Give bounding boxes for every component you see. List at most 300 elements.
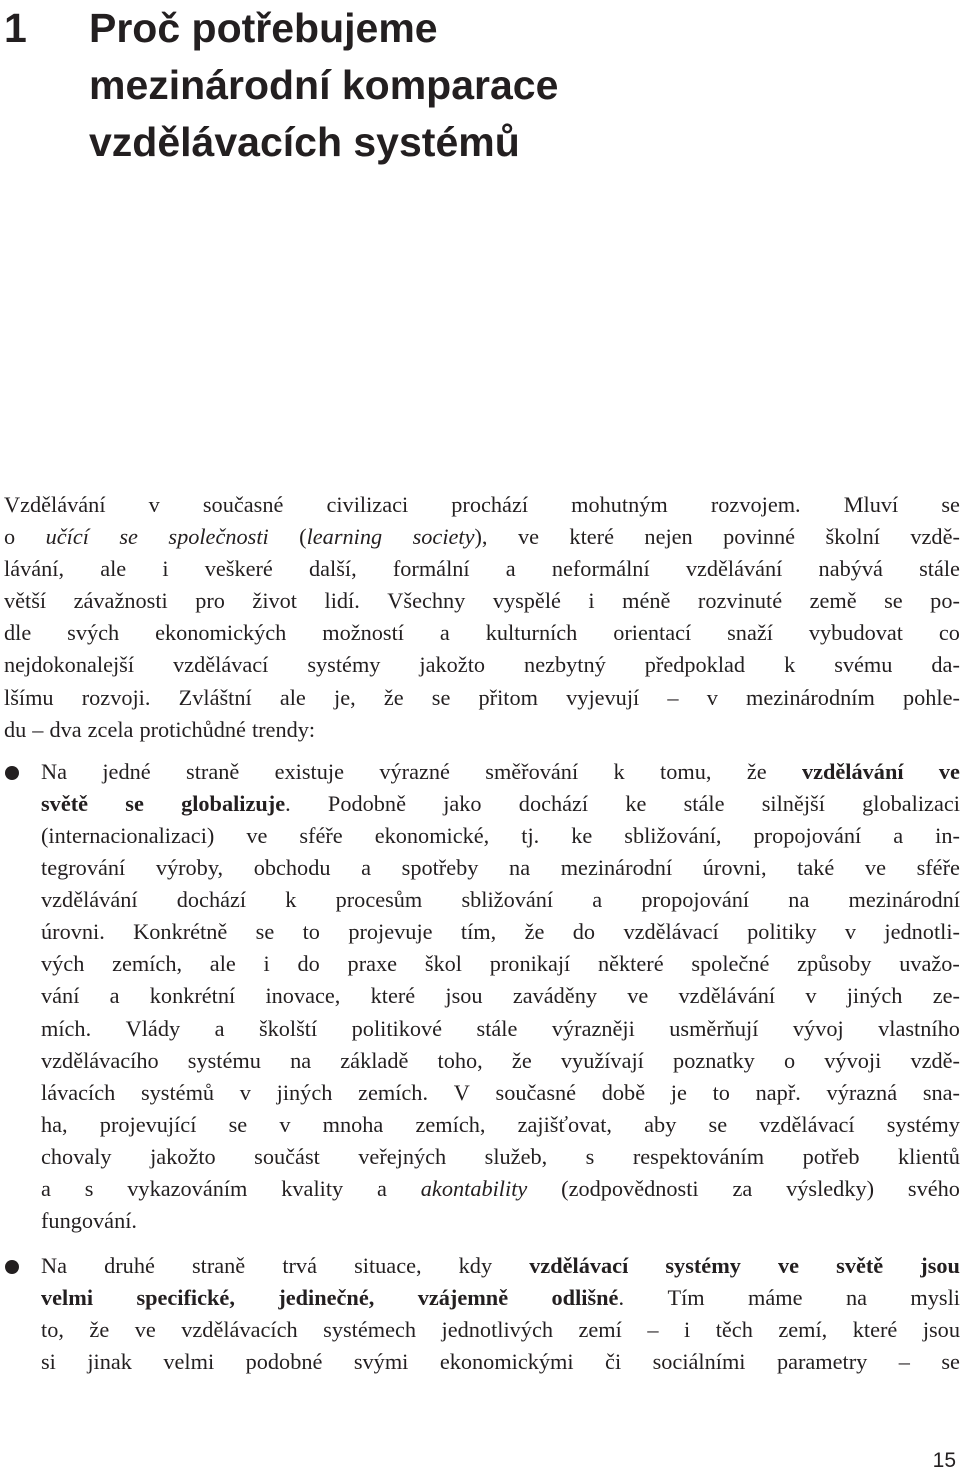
- word: se: [431, 684, 451, 710]
- word: život: [252, 588, 298, 614]
- word: politiky: [747, 919, 817, 945]
- word: zajišťovat,: [517, 1111, 612, 1137]
- text-line: [4, 682, 960, 714]
- word: Na: [41, 1253, 67, 1279]
- word: Vlády: [125, 1015, 181, 1041]
- word: systémech: [323, 1317, 417, 1343]
- word: dochází: [518, 790, 589, 816]
- text-line: [41, 1045, 960, 1077]
- word: i: [588, 588, 595, 614]
- text-line: [41, 788, 960, 820]
- word: klientů: [898, 1143, 960, 1169]
- word: nejen: [644, 524, 693, 550]
- word: a: [109, 983, 120, 1009]
- word: respektováním: [632, 1143, 765, 1169]
- word: vzdělávacího: [41, 1047, 159, 1073]
- word: výroby,: [155, 855, 224, 881]
- word: i: [263, 951, 270, 977]
- word: vybudovat: [808, 620, 903, 646]
- text-line: [41, 948, 960, 980]
- word: mnoha: [322, 1111, 384, 1137]
- text-line: [4, 553, 960, 585]
- word: vyjevují: [566, 684, 640, 710]
- word: lšímu: [4, 684, 54, 710]
- word: a: [893, 822, 904, 848]
- word: se: [125, 790, 144, 816]
- word: je,: [334, 684, 356, 710]
- word: ve: [627, 983, 649, 1009]
- word: jedné: [102, 758, 151, 784]
- word: co: [938, 620, 960, 646]
- word: konkrétní: [149, 983, 236, 1009]
- word: procesům: [335, 887, 423, 913]
- word: stále: [683, 790, 725, 816]
- word: jedinečné,: [278, 1285, 375, 1311]
- word: které: [852, 1317, 898, 1343]
- chapter-title-line: mezinárodní komparace: [89, 62, 559, 108]
- word: ve: [778, 1253, 800, 1279]
- word: society),: [412, 524, 488, 550]
- word: odlišné.: [551, 1285, 625, 1311]
- word: a: [592, 887, 603, 913]
- word: i: [162, 556, 169, 582]
- word: nabývá: [818, 556, 883, 582]
- word: škol: [424, 951, 462, 977]
- word: aby: [644, 1111, 677, 1137]
- word: se: [255, 919, 275, 945]
- text-line: [41, 1205, 960, 1237]
- word: vykazováním: [127, 1175, 248, 1201]
- word: na: [509, 855, 531, 881]
- word: se: [228, 1111, 248, 1137]
- word: propojování: [753, 822, 862, 848]
- word: parametry: [776, 1349, 868, 1375]
- word: současné: [495, 1079, 577, 1105]
- word: Všechny: [387, 588, 466, 614]
- word: ekonomických: [155, 620, 287, 646]
- word: přitom: [478, 684, 538, 710]
- word: také: [797, 855, 835, 881]
- word: lávacích: [41, 1079, 116, 1105]
- text-line: [41, 916, 960, 948]
- word: které: [569, 524, 614, 550]
- word: vzájemně: [417, 1285, 509, 1311]
- word: vzdělávacích: [181, 1317, 298, 1343]
- word: nejdokonalejší: [4, 652, 135, 678]
- word: toho,: [437, 1047, 483, 1073]
- word: k: [613, 758, 625, 784]
- word: že: [524, 919, 545, 945]
- page-number: 15: [932, 1449, 956, 1472]
- word: vzdělávací: [529, 1253, 629, 1279]
- word: systémy: [665, 1253, 741, 1279]
- word: svému: [834, 652, 893, 678]
- word: ekonomickými: [439, 1349, 574, 1375]
- word: silnější: [761, 790, 825, 816]
- word: učící: [45, 524, 89, 550]
- word: svých: [67, 620, 120, 646]
- word: způsoby: [797, 951, 872, 977]
- word: vzdělávání: [41, 887, 138, 913]
- text-line: [4, 585, 960, 617]
- word: tegrování: [41, 855, 126, 881]
- text-line: [4, 649, 960, 681]
- word: veřejných: [358, 1143, 447, 1169]
- word: rozvinuté: [697, 588, 783, 614]
- word: jako: [443, 790, 482, 816]
- word: výsledky): [786, 1175, 875, 1201]
- word: –: [898, 1349, 910, 1375]
- word: větší: [4, 588, 47, 614]
- word: veškeré: [204, 556, 273, 582]
- word: straně: [186, 758, 240, 784]
- word: s: [585, 1143, 595, 1169]
- word: úrovni.: [41, 919, 105, 945]
- word: ekonomické,: [374, 822, 490, 848]
- text-line: [41, 1013, 960, 1045]
- word: zemích.: [358, 1079, 429, 1105]
- word: chovaly: [41, 1143, 112, 1169]
- word: velmi: [163, 1349, 215, 1375]
- word: vlastního: [878, 1015, 960, 1041]
- word: na: [290, 1047, 312, 1073]
- word: lávání,: [4, 556, 65, 582]
- word: společnosti: [168, 524, 269, 550]
- word: stále: [476, 1015, 518, 1041]
- text-line: [41, 1346, 960, 1378]
- word: Na: [41, 758, 67, 784]
- intro-paragraph: [4, 489, 960, 746]
- word: o: [783, 1047, 796, 1073]
- word: dle: [4, 620, 32, 646]
- word: dochází: [176, 887, 247, 913]
- word: společné: [691, 951, 770, 977]
- word: je: [670, 1079, 687, 1105]
- word: sféře: [299, 822, 343, 848]
- word: pohle-: [902, 684, 960, 710]
- word: do: [572, 919, 596, 945]
- word: jiných: [846, 983, 903, 1009]
- text-line: [41, 884, 960, 916]
- word: vzdělávací: [623, 919, 719, 945]
- word: tím,: [460, 919, 497, 945]
- word: směřování: [485, 758, 579, 784]
- word: kvality: [281, 1175, 344, 1201]
- word: vání: [41, 983, 80, 1009]
- word: sociálními: [652, 1349, 746, 1375]
- word: vých: [41, 951, 85, 977]
- word: zemí,: [778, 1317, 828, 1343]
- word: V: [453, 1079, 470, 1105]
- word: jsou: [922, 1317, 960, 1343]
- word: ale: [279, 684, 306, 710]
- word: i: [684, 1317, 691, 1343]
- word: svého: [907, 1175, 960, 1201]
- word: vzdělávání: [801, 758, 904, 784]
- word: a: [377, 1175, 387, 1201]
- word: ze-: [932, 983, 960, 1009]
- word: –: [667, 684, 679, 710]
- word: a: [41, 1175, 51, 1201]
- word: pro: [195, 588, 225, 614]
- word: ke: [625, 790, 647, 816]
- word: o: [4, 524, 16, 550]
- word: jednotlivých: [441, 1317, 553, 1343]
- word: světě: [836, 1253, 884, 1279]
- word: du: [4, 716, 27, 742]
- word: zemích,: [415, 1111, 486, 1137]
- word: prochází: [451, 492, 529, 517]
- word: na: [788, 887, 810, 913]
- word: da-: [931, 652, 960, 678]
- word: vzdě-: [910, 1047, 960, 1073]
- word: jiných: [276, 1079, 333, 1105]
- word: jakožto: [419, 652, 486, 678]
- word: trendy:: [251, 716, 316, 742]
- word: ke: [571, 822, 593, 848]
- word: ale: [100, 556, 127, 582]
- word: systémy: [307, 652, 381, 678]
- word: mysli: [910, 1285, 960, 1311]
- word: po-: [930, 588, 960, 614]
- word: uvažo-: [899, 951, 960, 977]
- word: systémů: [140, 1079, 215, 1105]
- word: vzdě-: [910, 524, 960, 550]
- bullet-icon: [5, 1260, 19, 1274]
- text-line: [41, 1282, 960, 1314]
- text-line: [41, 1173, 960, 1205]
- word: systémy: [886, 1111, 960, 1137]
- word: součást: [254, 1143, 320, 1169]
- word: velmi: [41, 1285, 94, 1311]
- word: rozvoji.: [81, 684, 151, 710]
- word: kulturních: [485, 620, 578, 646]
- word: základě: [340, 1047, 409, 1073]
- word: straně: [191, 1253, 246, 1279]
- word: výrazněji: [551, 1015, 635, 1041]
- word: služeb,: [484, 1143, 548, 1169]
- text-line: [41, 852, 960, 884]
- word: ve: [864, 855, 886, 881]
- bullet-item-specificity: [4, 1250, 960, 1378]
- word: současné: [202, 492, 284, 517]
- word: zcela: [87, 716, 134, 742]
- word: závažnosti: [73, 588, 168, 614]
- text-line: [4, 489, 960, 521]
- word: na: [845, 1285, 867, 1311]
- word: světě: [41, 790, 89, 816]
- word: trvá: [282, 1253, 317, 1279]
- word: vzdělávací: [173, 652, 269, 678]
- word: situace,: [354, 1253, 422, 1279]
- word: projevující: [99, 1111, 197, 1137]
- word: které: [370, 983, 416, 1009]
- word: povinné: [723, 524, 795, 550]
- word: že: [511, 1047, 532, 1073]
- word: potřeb: [802, 1143, 860, 1169]
- text-line: [41, 1077, 960, 1109]
- word: některé: [597, 951, 664, 977]
- word: využívají: [560, 1047, 644, 1073]
- word: praxe: [347, 951, 398, 977]
- word: fungování.: [41, 1208, 137, 1234]
- text-line: [41, 756, 960, 788]
- word: civilizaci: [326, 492, 409, 517]
- word: in-: [935, 822, 960, 848]
- text-line: [41, 1314, 960, 1346]
- text-line: [41, 1141, 960, 1173]
- word: podobné: [245, 1349, 323, 1375]
- word: akontability: [420, 1175, 528, 1201]
- word: se: [941, 492, 960, 517]
- word: sbližování: [461, 887, 554, 913]
- word: to: [302, 919, 320, 945]
- word: se: [119, 524, 138, 550]
- word: době: [601, 1079, 646, 1105]
- chapter-title-line: vzdělávacích systémů: [89, 119, 520, 165]
- word: méně: [622, 588, 671, 614]
- word: a: [214, 1015, 225, 1041]
- word: mohutným: [571, 492, 668, 517]
- word: propojování: [641, 887, 750, 913]
- text-line: [41, 980, 960, 1012]
- word: jakožto: [150, 1143, 216, 1169]
- word: druhé: [104, 1253, 155, 1279]
- word: školní: [825, 524, 880, 550]
- word: že: [746, 758, 767, 784]
- word: v: [239, 1079, 251, 1105]
- word: Zvláštní: [178, 684, 252, 710]
- word: např.: [755, 1079, 801, 1105]
- word: se: [708, 1111, 728, 1137]
- word: těch: [715, 1317, 753, 1343]
- word: sféře: [916, 855, 960, 881]
- word: inovace,: [265, 983, 341, 1009]
- word: že: [383, 684, 404, 710]
- word: existuje: [274, 758, 344, 784]
- word: Podobně: [327, 790, 406, 816]
- word: mích.: [41, 1015, 92, 1041]
- word: a: [505, 556, 516, 582]
- word: obchodu: [253, 855, 331, 881]
- word: ha,: [41, 1111, 68, 1137]
- word: si: [41, 1349, 56, 1375]
- word: vývoj: [792, 1015, 844, 1041]
- text-line: [4, 617, 960, 649]
- word: další,: [308, 556, 357, 582]
- word: vzdělávání: [685, 556, 783, 582]
- word: (zodpovědnosti: [561, 1175, 699, 1201]
- word: Vzdělávání: [4, 492, 106, 517]
- word: orientací: [613, 620, 692, 646]
- word: ve: [938, 758, 960, 784]
- word: Tím: [667, 1285, 705, 1311]
- word: ve: [246, 822, 268, 848]
- word: stále: [919, 556, 960, 582]
- word: rozvojem.: [710, 492, 801, 517]
- word: dva: [49, 716, 82, 742]
- bullet-icon: [5, 766, 19, 780]
- body-text: [4, 489, 960, 1379]
- word: pronikají: [489, 951, 571, 977]
- text-line: [4, 521, 960, 553]
- word: kdy: [458, 1253, 493, 1279]
- word: jednotli-: [884, 919, 960, 945]
- word: Konkrétně: [133, 919, 228, 945]
- word: do: [297, 951, 320, 977]
- word: globalizuje.: [181, 790, 291, 816]
- word: usměrňují: [669, 1015, 759, 1041]
- word: možností: [322, 620, 404, 646]
- word: sbližování,: [624, 822, 722, 848]
- chapter-title: [89, 0, 949, 171]
- word: předpoklad: [644, 652, 746, 678]
- word: se: [884, 588, 903, 614]
- word: politikové: [351, 1015, 443, 1041]
- word: to: [712, 1079, 730, 1105]
- word: to,: [41, 1317, 64, 1343]
- word: vzdělávací: [759, 1111, 855, 1137]
- word: globalizaci: [862, 790, 960, 816]
- word: v: [706, 684, 718, 710]
- word: a: [361, 855, 372, 881]
- word: s: [84, 1175, 94, 1201]
- word: zemích,: [112, 951, 183, 977]
- chapter-number: 1: [4, 5, 27, 51]
- word: nezbytný: [524, 652, 606, 678]
- word: k: [285, 887, 297, 913]
- word: mezinárodní: [560, 855, 673, 881]
- word: –: [32, 716, 44, 742]
- word: výrazné: [379, 758, 450, 784]
- word: specifické,: [136, 1285, 235, 1311]
- word: za: [732, 1175, 753, 1201]
- chapter-title-line: Proč potřebujeme: [89, 5, 438, 51]
- word: ale: [209, 951, 236, 977]
- word: k: [784, 652, 796, 678]
- word: mezinárodní: [848, 887, 960, 913]
- bullet-item-globalization: [4, 756, 960, 1237]
- word: systému: [187, 1047, 261, 1073]
- word: v: [148, 492, 160, 517]
- word: –: [647, 1317, 659, 1343]
- text-line: [41, 1250, 960, 1282]
- word: se: [941, 1349, 960, 1375]
- text-line: [4, 714, 960, 746]
- word: mezinárodním: [746, 684, 875, 710]
- word: tj.: [521, 822, 540, 848]
- word: že: [89, 1317, 110, 1343]
- word: a: [439, 620, 450, 646]
- word: protichůdné: [139, 716, 246, 742]
- word: úrovni,: [702, 855, 767, 881]
- word: v: [844, 919, 857, 945]
- word: ve: [517, 524, 539, 550]
- word: v: [805, 983, 817, 1009]
- text-line: [41, 1109, 960, 1141]
- word: lidí.: [324, 588, 360, 614]
- text-line: [41, 820, 960, 852]
- word: máme: [748, 1285, 803, 1311]
- word: školští: [258, 1015, 318, 1041]
- word: vzdělávání: [678, 983, 776, 1009]
- word: země: [809, 588, 857, 614]
- word: vývoji: [824, 1047, 882, 1073]
- word: neformální: [551, 556, 650, 582]
- word: Mluví: [843, 492, 899, 517]
- word: vyspělé: [492, 588, 561, 614]
- word: jsou: [445, 983, 483, 1009]
